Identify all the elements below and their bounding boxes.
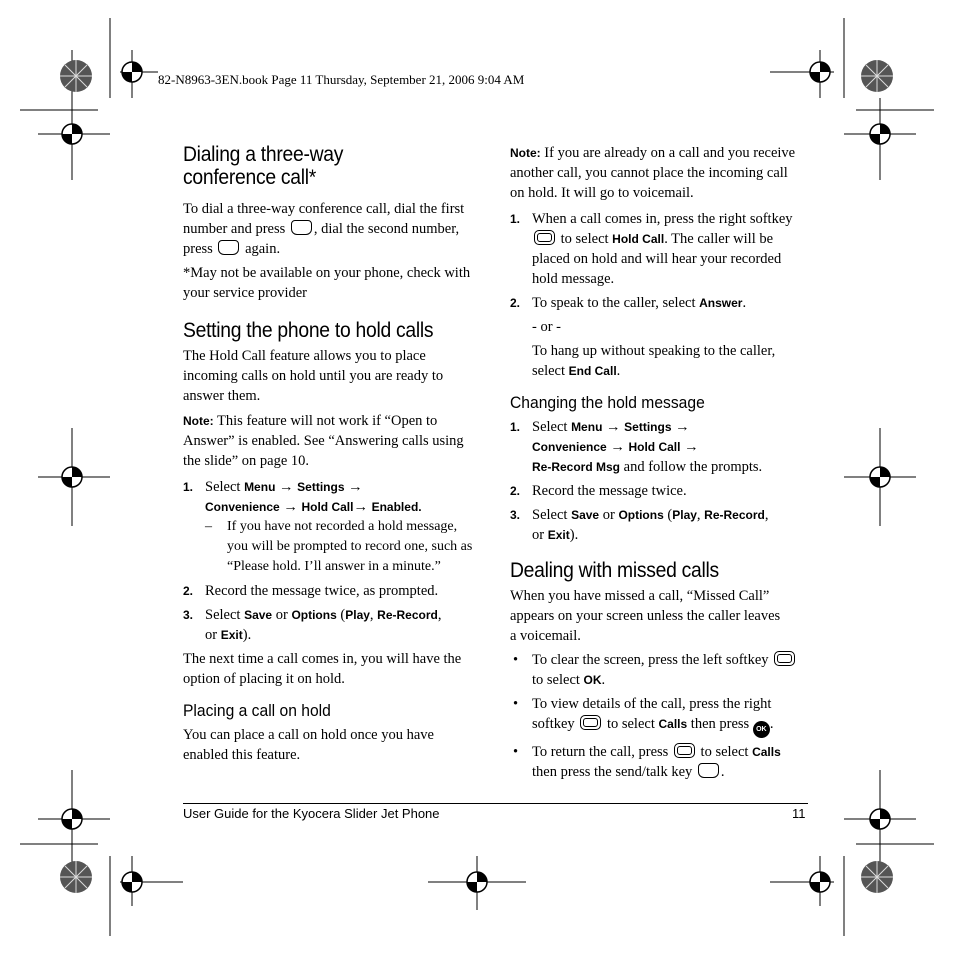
heading-missed-calls: Dealing with missed calls [510, 559, 719, 582]
availability-note: *May not be available on your phone, check with your service provider [183, 265, 471, 301]
answer-step-1: 1. When a call comes in, press the right softkey to select Hold Call. The caller will be placed on hold and will hear your recorded hold message. [510, 211, 793, 287]
send-key-icon [291, 220, 312, 235]
footer-title: User Guide for the Kyocera Slider Jet Phone [183, 806, 440, 821]
heading-hold-calls: Setting the phone to hold calls [183, 319, 434, 342]
missed-intro: When you have missed a call, “Missed Call” appears on your screen unless the caller leaves a voicemail. [510, 588, 781, 644]
change-step-1: 1. Select Menu → Settings → Convenience → Hold Call → Re-Record Msg and follow the prompts. [510, 419, 763, 475]
or-separator: - or - [532, 319, 561, 335]
missed-bullet-1: • To clear the screen, press the left softkey to select OK. [510, 650, 808, 690]
left-column [183, 143, 483, 765]
right-softkey-icon [674, 743, 695, 758]
hold-intro: The Hold Call feature allows you to place incoming calls on hold until you are ready to answer them. [183, 348, 444, 404]
next-time-paragraph: The next time a call comes in, you will have the option of placing it on hold. [183, 651, 462, 687]
hold-step-1: 1. Select Menu → Settings → Convenience → Hold Call→ Enabled. – If you have not recorded a hold message, you will be prompted to record one, such as “Please hold. I’ll answer in a minute.” [183, 477, 483, 577]
change-step-3: 3. Select Save or Options (Play, Re-Record, or Exit). [510, 507, 769, 543]
heading-placing-hold: Placing a call on hold [183, 701, 331, 720]
missed-bullet-3: • To return the call, press to select Calls then press the send/talk key . [513, 744, 781, 780]
hold-step-1-sub: – If you have not recorded a hold message, you will be prompted to record one, such as “Please hold. I’ll answer in a minute.” [205, 519, 473, 574]
heading-changing-hold: Changing the hold message [510, 393, 705, 412]
right-softkey-icon [580, 715, 601, 730]
hold-note: Note: This feature will not work if “Open to Answer” is enabled. See “Answering calls using the slide” on page 10. [183, 413, 464, 469]
hold-step-2: 2. Record the message twice, as prompted. [183, 583, 439, 599]
placing-paragraph: You can place a call on hold once you have enabled this feature. [183, 727, 434, 763]
right-softkey-icon [534, 230, 555, 245]
hold-step-3: 3. Select Save or Options (Play, Re-Record, or Exit). [183, 607, 442, 643]
print-header: 82-N8963-3EN.book Page 11 Thursday, September 21, 2006 9:04 AM [158, 72, 525, 87]
footer-rule [183, 803, 808, 804]
send-talk-key-icon [698, 763, 719, 778]
hang-up-text: To hang up without speaking to the caller, select End Call. [532, 343, 776, 379]
voicemail-note: Note: If you are already on a call and you receive another call, you cannot place the incoming call on hold. It will go to voicemail. [510, 145, 796, 201]
page-number: 11 [792, 806, 806, 821]
three-way-paragraph: To dial a three-way conference call, dial the first number and press , dial the second number, press again. [183, 201, 465, 257]
missed-bullet-2: • To view details of the call, press the right softkey to select Calls then press OK . [510, 694, 808, 738]
answer-step-2: 2. To speak to the caller, select Answer. - or - To hang up without speaking to the caller, select End Call. [510, 293, 808, 381]
heading-three-way: Dialing a three-way conference call* [183, 143, 344, 189]
ok-key-icon: OK [753, 721, 770, 738]
change-step-2: 2. Record the message twice. [510, 483, 687, 499]
right-column [510, 143, 808, 782]
left-softkey-icon [774, 651, 795, 666]
send-key-icon [218, 240, 239, 255]
